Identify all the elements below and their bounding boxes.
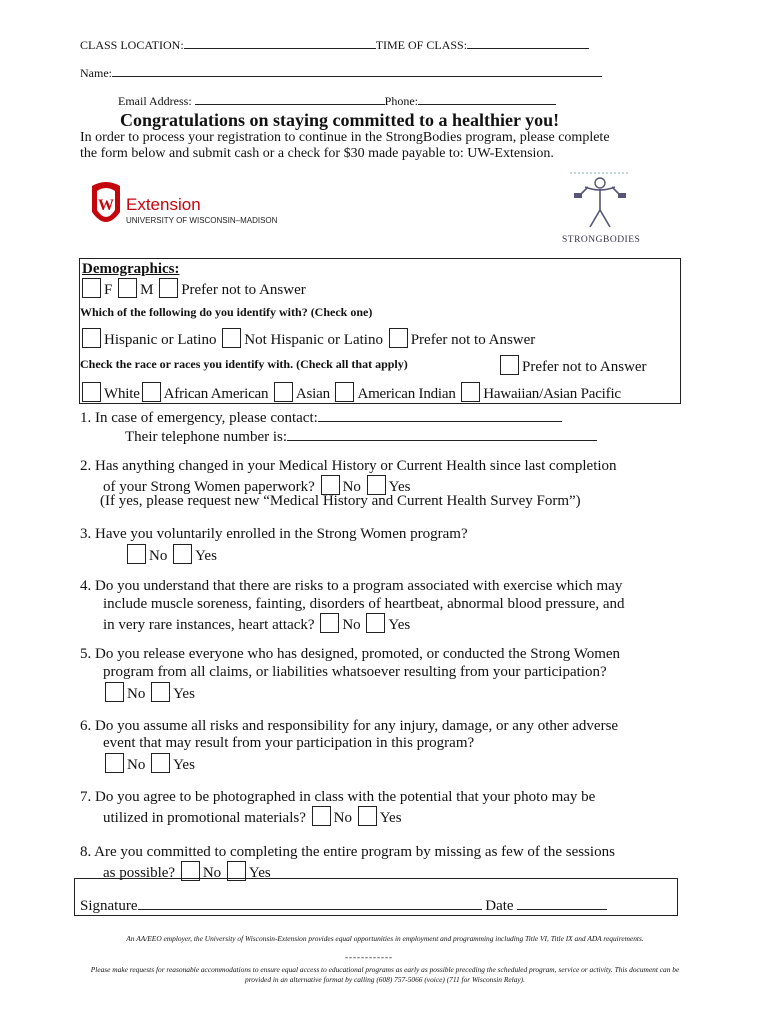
q2-no-checkbox[interactable] xyxy=(321,475,340,495)
american-indian-label: American Indian xyxy=(357,386,456,402)
q5-yes-checkbox[interactable] xyxy=(151,682,170,702)
q8-yes-label: Yes xyxy=(248,865,271,881)
q1-line-1 xyxy=(80,409,562,427)
q2-yes-checkbox[interactable] xyxy=(367,475,386,495)
american-indian-checkbox[interactable] xyxy=(335,382,354,402)
race-prefer-row xyxy=(498,355,647,376)
asian-checkbox[interactable] xyxy=(274,382,293,402)
asian-label: Asian xyxy=(295,386,330,402)
q5-no-label: No xyxy=(127,686,146,702)
uw-subtitle: UNIVERSITY OF WISCONSIN–MADISON xyxy=(126,216,278,225)
q5-answers xyxy=(103,682,195,703)
email-label: Email Address: xyxy=(118,94,192,108)
uw-extension-wordmark: Extension xyxy=(126,195,201,214)
q1-text: 1. In case of emergency, please contact: xyxy=(80,410,318,426)
race-prefer-label: Prefer not to Answer xyxy=(522,359,647,375)
q7-no-label: No xyxy=(333,810,352,826)
gender-prefer-label: Prefer not to Answer xyxy=(181,282,306,298)
gender-m-label: M xyxy=(140,282,154,298)
race-question: Check the race or races you identify with. (Check all that apply) xyxy=(80,357,408,371)
q4-no-label: No xyxy=(342,617,361,633)
race-row xyxy=(80,382,621,403)
not-hispanic-checkbox[interactable] xyxy=(222,328,241,348)
q3-yes-label: Yes xyxy=(195,548,217,564)
q1-line-2 xyxy=(125,428,597,446)
q7-yes-checkbox[interactable] xyxy=(358,806,377,826)
q2-line-1: 2. Has anything changed in your Medical History or Current Health since last completion xyxy=(80,458,617,474)
q6-yes-checkbox[interactable] xyxy=(151,753,170,773)
white-checkbox[interactable] xyxy=(82,382,101,402)
time-of-class-label: TIME OF CLASS: xyxy=(375,38,468,52)
date-field[interactable] xyxy=(517,897,607,910)
svg-text:W: W xyxy=(98,197,114,214)
q1-phone-text: Their telephone number is: xyxy=(125,429,288,445)
q3-yes-checkbox[interactable] xyxy=(173,544,192,564)
uw-extension-logo xyxy=(88,178,288,243)
african-american-label: African American xyxy=(163,386,269,402)
name-label: Name: xyxy=(80,66,112,80)
class-location-row xyxy=(80,36,589,53)
signature-field[interactable] xyxy=(138,897,482,910)
q5-line-1: 5. Do you release everyone who has designed, promoted, or conducted the Strong Women xyxy=(80,646,621,662)
intro-line-1: In order to process your registration to continue in the StrongBodies program, please complete xyxy=(80,130,610,145)
hawaiian-label: Hawaiian/Asian Pacific xyxy=(483,386,621,402)
q5-yes-label: Yes xyxy=(173,686,195,702)
q3-line-1: 3. Have you voluntarily enrolled in the Strong Women program? xyxy=(80,526,468,542)
q3-no-label: No xyxy=(149,548,168,564)
q4-text: in very rare instances, heart attack? xyxy=(103,617,315,633)
q6-no-checkbox[interactable] xyxy=(105,753,124,773)
ethnicity-question: Which of the following do you identify with? (Check one) xyxy=(80,305,373,319)
q2-line-3: (If yes, please request new “Medical History and Current Health Survey Form”) xyxy=(100,493,581,509)
q4-no-checkbox[interactable] xyxy=(320,613,339,633)
strongbodies-figure-icon xyxy=(550,165,660,240)
class-location-label: CLASS LOCATION: xyxy=(80,38,184,52)
q4-line-1: 4. Do you understand that there are risks to a program associated with exercise which may xyxy=(80,578,623,594)
q5-line-2: program from all claims, or liabilities whatsoever resulting from your participation? xyxy=(103,664,607,680)
emergency-contact-field[interactable] xyxy=(318,409,562,422)
gender-f-label: F xyxy=(104,282,113,298)
q2-text: of your Strong Women paperwork? xyxy=(103,479,315,495)
class-location-field[interactable] xyxy=(184,36,376,49)
q7-text: utilized in promotional materials? xyxy=(103,810,306,826)
q3-answers xyxy=(125,544,217,565)
q5-no-checkbox[interactable] xyxy=(105,682,124,702)
phone-field[interactable] xyxy=(418,92,556,105)
q6-line-1: 6. Do you assume all risks and responsibility for any injury, damage, or any other adverse xyxy=(80,718,619,734)
demographics-heading: Demographics: xyxy=(82,261,180,277)
time-of-class-field[interactable] xyxy=(467,36,589,49)
q6-line-2: event that may result from your participation in this program? xyxy=(103,735,475,751)
not-hispanic-label: Not Hispanic or Latino xyxy=(244,332,383,348)
signature-row xyxy=(80,897,607,915)
q8-no-label: No xyxy=(202,865,222,881)
white-label: White xyxy=(104,386,140,402)
q4-yes-label: Yes xyxy=(388,617,411,633)
intro-line-2: the form below and submit cash or a check for $30 made payable to: UW-Extension. xyxy=(80,146,554,161)
q8-line-1: 8. Are you committed to completing the entire program by missing as few of the sessions xyxy=(80,844,615,860)
hispanic-label: Hispanic or Latino xyxy=(104,332,217,348)
q2-yes-label: Yes xyxy=(388,479,411,495)
date-label: Date xyxy=(485,898,514,914)
q6-no-label: No xyxy=(127,757,146,773)
phone-label: Phone: xyxy=(384,94,419,108)
q7-line-2 xyxy=(103,806,402,827)
q8-text: as possible? xyxy=(103,865,176,881)
q4-yes-checkbox[interactable] xyxy=(366,613,385,633)
gender-m-checkbox[interactable] xyxy=(118,278,137,298)
eeo-statement: An AA/EEO employer, the University of Wisconsin-Extension provides equal opportunities in employment and programming including Title VI, Title IX and ADA requirements. xyxy=(126,934,644,943)
name-row xyxy=(80,64,602,81)
gender-row xyxy=(80,278,306,299)
gender-f-checkbox[interactable] xyxy=(82,278,101,298)
ethnicity-row xyxy=(80,328,535,349)
q2-no-label: No xyxy=(342,479,361,495)
email-field[interactable] xyxy=(195,92,385,105)
african-american-checkbox[interactable] xyxy=(142,382,161,402)
q3-no-checkbox[interactable] xyxy=(127,544,146,564)
hispanic-checkbox[interactable] xyxy=(82,328,101,348)
q4-line-2: include muscle soreness, fainting, disorders of heartbeat, abnormal blood pressure, and xyxy=(103,596,625,612)
email-phone-row xyxy=(118,92,556,109)
page-title: Congratulations on staying committed to a healthier you! xyxy=(120,110,560,130)
race-prefer-checkbox[interactable] xyxy=(500,355,519,375)
name-field[interactable] xyxy=(112,64,602,77)
q7-no-checkbox[interactable] xyxy=(312,806,331,826)
footer-separator: ------------ xyxy=(345,952,393,962)
q6-yes-label: Yes xyxy=(173,757,195,773)
accommodations-statement: Please make requests for reasonable accommodations to ensure equal access to educational programs as early as possible preceding the scheduled program, service or activity. This document can be provided in an alternative format by calling (608) 757-5066 (voice) (711 for Wisconsin Relay). xyxy=(90,965,680,984)
strongbodies-logo xyxy=(550,165,660,245)
q7-yes-label: Yes xyxy=(379,810,402,826)
hawaiian-checkbox[interactable] xyxy=(461,382,480,402)
q4-line-3 xyxy=(103,613,410,634)
emergency-phone-field[interactable] xyxy=(287,428,597,441)
q6-answers xyxy=(103,753,195,774)
ethnicity-prefer-label: Prefer not to Answer xyxy=(410,332,536,348)
signature-label: Signature xyxy=(80,898,138,914)
ethnicity-prefer-checkbox[interactable] xyxy=(389,328,408,348)
q7-line-1: 7. Do you agree to be photographed in class with the potential that your photo may be xyxy=(80,789,596,805)
gender-prefer-checkbox[interactable] xyxy=(159,278,178,298)
strongbodies-wordmark: STRONGBODIES xyxy=(562,235,641,245)
